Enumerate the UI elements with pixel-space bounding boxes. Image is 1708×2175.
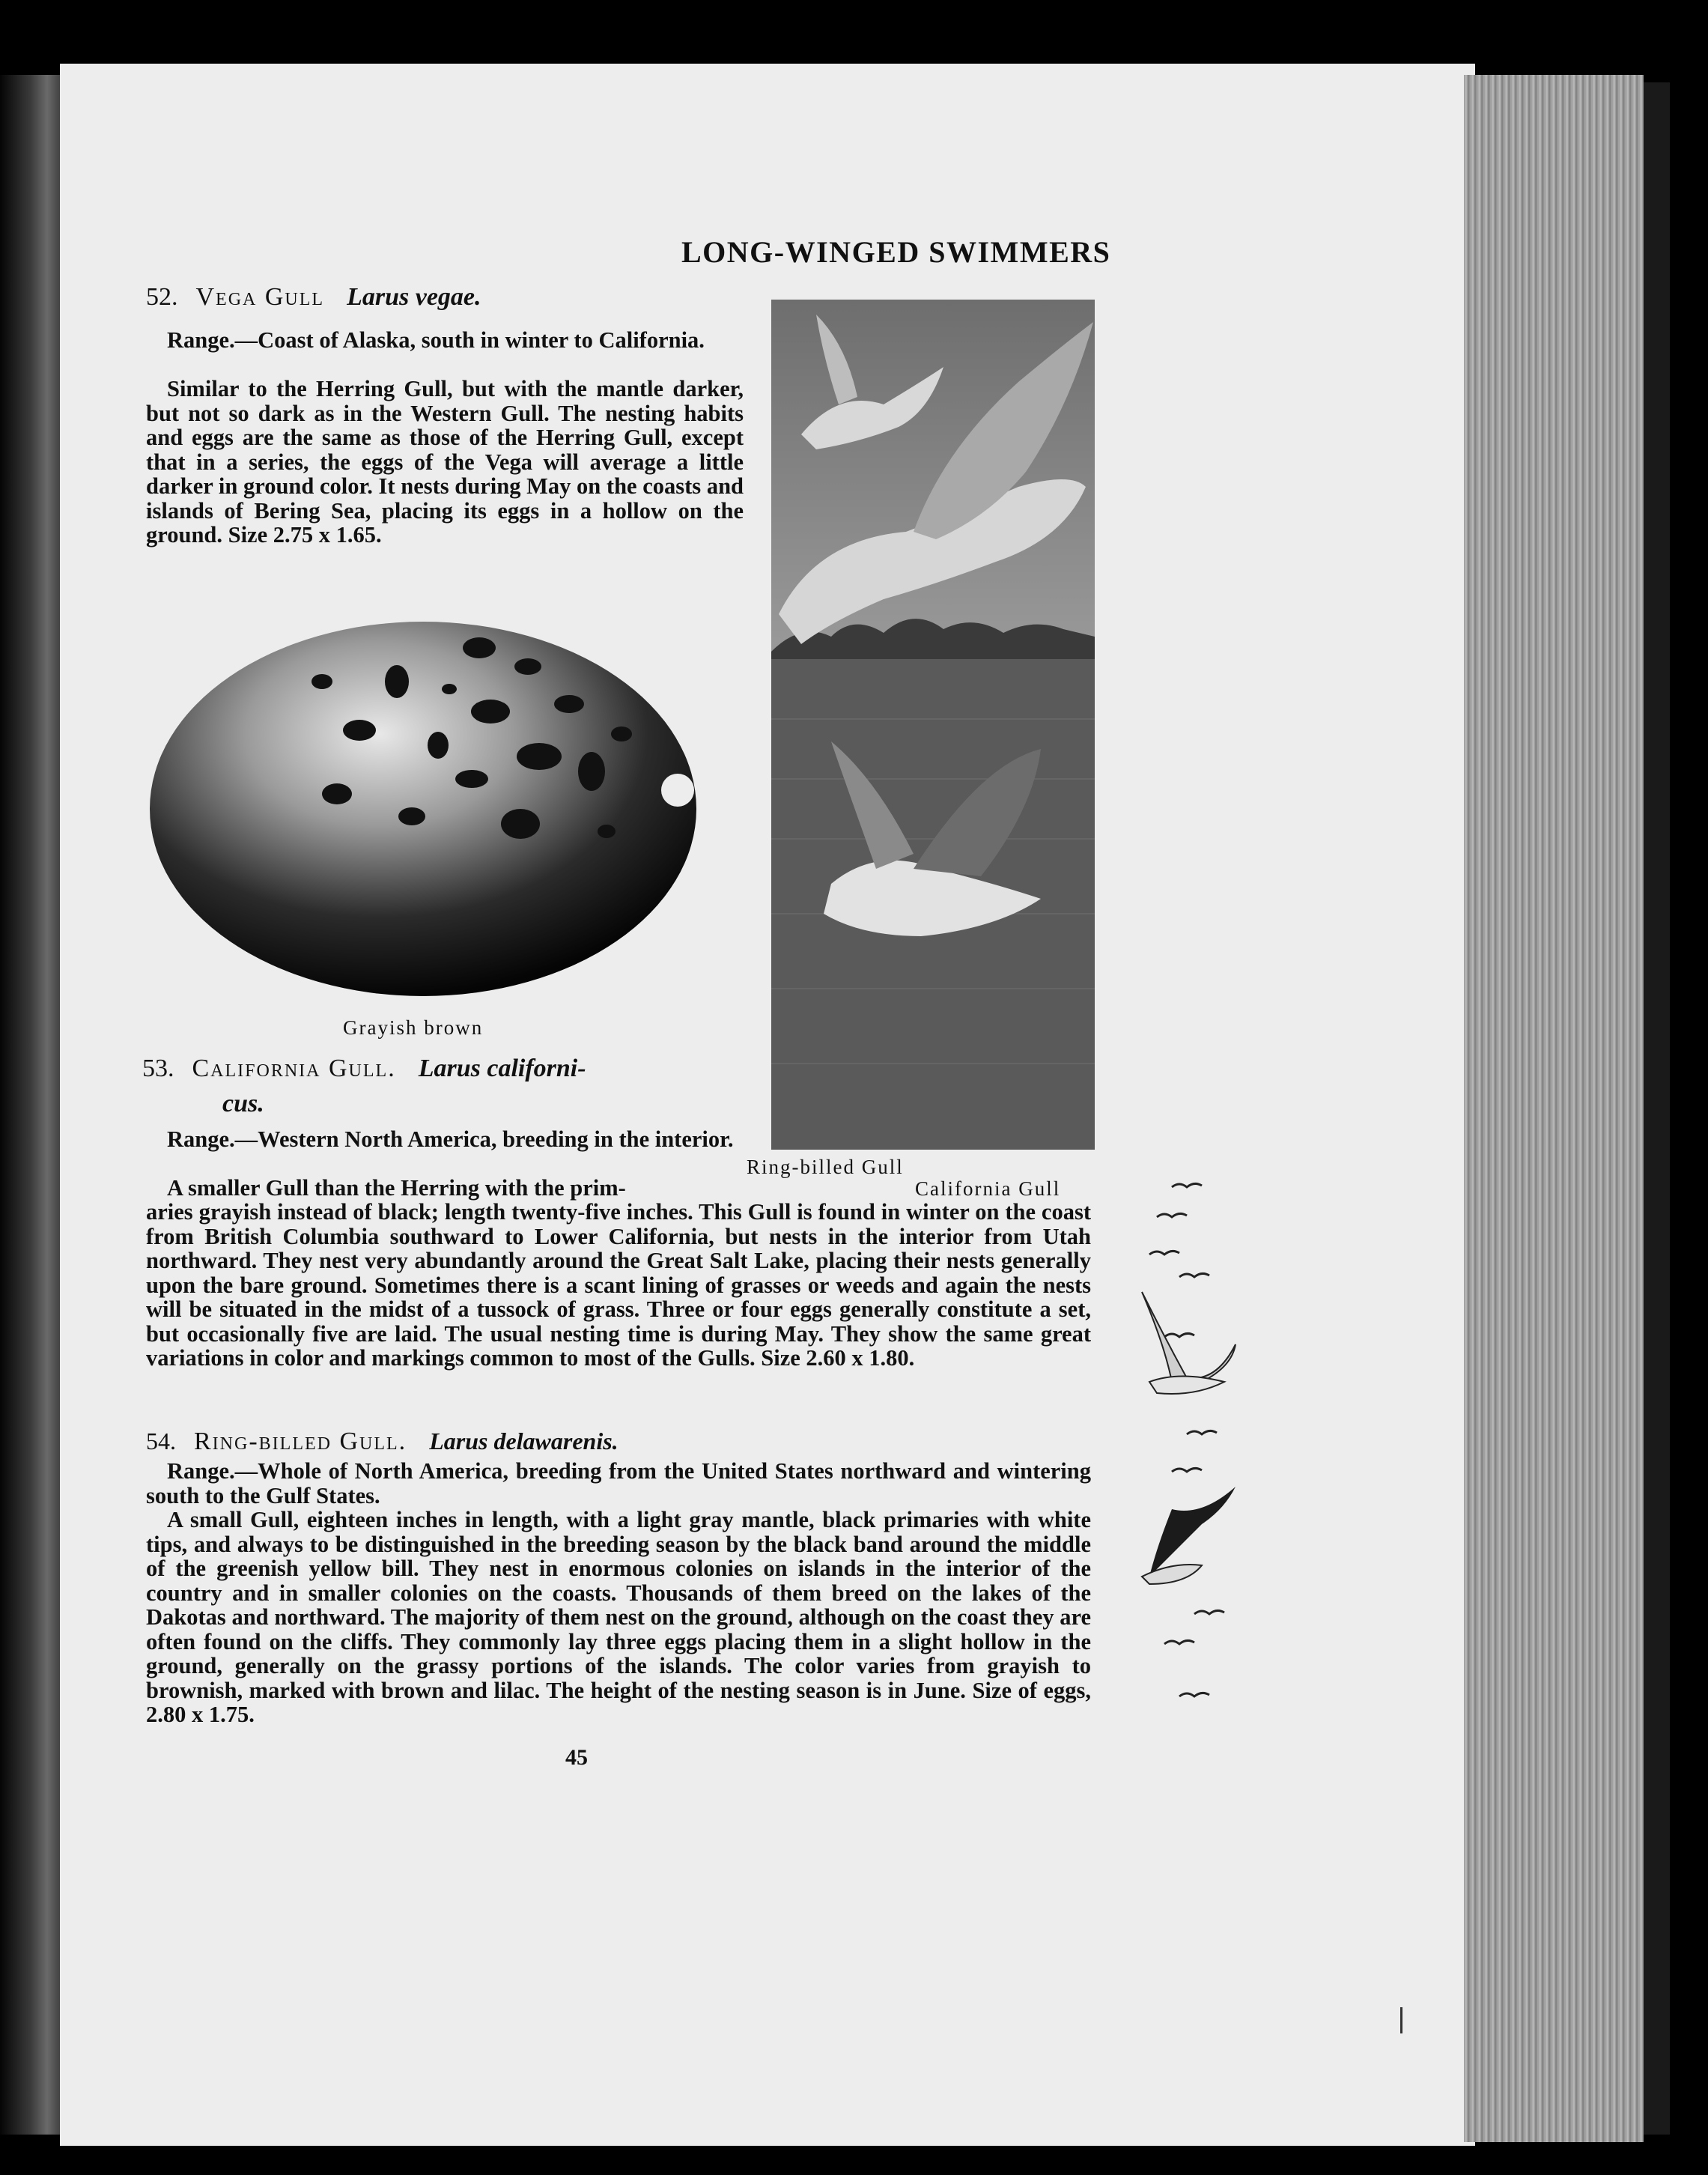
book-spine: [0, 75, 67, 2135]
book-cover-edge: [1644, 82, 1670, 2135]
page-number: 45: [565, 1745, 588, 1770]
entry-heading: [146, 283, 481, 312]
gull-plate: [771, 300, 1095, 1150]
range-paragraph: Range.—Western North America, breeding in the interior.: [167, 1126, 734, 1152]
plate-caption-left: Ring-billed Gull: [747, 1156, 904, 1178]
scientific-name: Larus californi-: [418, 1055, 586, 1082]
entry-heading: [142, 1055, 586, 1083]
entry-number: 54.: [146, 1428, 176, 1454]
common-name: California Gull.: [192, 1055, 396, 1082]
description-paragraph: A small Gull, eighteen inches in length, with a light gray mantle, black primaries with white tips, and always to be distinguished in the breeding season by the black band around the middle of the greenish yellow bill. They nest in enormous colonies on islands in the interior of the country and in smaller colonies on the coasts. Thousands of them breed on the lakes of the Dakotas and northward. The majority of them nest on the ground, although on the coast they are often found on the cliffs. They commonly lay three eggs placing them in a slight hollow in the ground, generally on the grassy portions of the islands. The color varies from grayish to brownish, marked with brown and lilac. The height of the nesting season is in June. Size of eggs, 2.80 x 1.75.: [146, 1507, 1091, 1727]
entry-number: 52.: [146, 283, 178, 311]
margin-mark: [1400, 2007, 1402, 2033]
range-paragraph: Range.—Coast of Alaska, south in winter to California.: [167, 327, 705, 353]
common-name: Ring-billed Gull.: [194, 1428, 407, 1455]
description-line: A smaller Gull than the Herring with the prim-: [167, 1175, 626, 1201]
plate-caption-right: California Gull: [915, 1177, 1061, 1200]
range-paragraph: Range.—Whole of North America, breeding from the United States northward and wintering south to the Gulf States.: [146, 1458, 1091, 1508]
scientific-name: Larus delawarenis.: [429, 1428, 619, 1454]
page-edges: [1464, 75, 1644, 2142]
entry-number: 53.: [142, 1055, 174, 1082]
scientific-name: Larus vegae.: [347, 283, 481, 311]
running-head: LONG-WINGED SWIMMERS: [681, 235, 1111, 269]
entry-heading: [146, 1428, 619, 1456]
egg-illustration: [150, 599, 726, 1004]
egg-caption: Grayish brown: [343, 1016, 484, 1039]
scientific-name-continuation: [222, 1090, 264, 1118]
common-name: Vega Gull: [195, 283, 325, 311]
scientific-name: cus.: [222, 1090, 264, 1117]
margin-birds-illustration: [1127, 1157, 1262, 1756]
description-paragraph: aries grayish instead of black; length twenty-five inches. This Gull is found in winter on the coast from British Columbia southward to Lower California, but nests in the interior from Utah northward. They nest very abundantly around the Great Salt Lake, placing their nests generally upon the bare ground. Sometimes there is a scant lining of grasses or weeds and again the nests will be situated in the midst of a tussock of grass. Three or four eggs generally constitute a set, but occasionally five are laid. The usual nesting time is during May. They show the same great variations in color and markings common to most of the Gulls. Size 2.60 x 1.80.: [146, 1199, 1091, 1371]
description-paragraph: Similar to the Herring Gull, but with the mantle darker, but not so dark as in the Western Gull. The nesting habits and eggs are the same as those of the Herring Gull, except that in a series, the eggs of the Vega will average a little darker in ground color. It nests during May on the coasts and islands of Bering Sea, placing its eggs in a hollow on the ground. Size 2.75 x 1.65.: [146, 376, 744, 547]
